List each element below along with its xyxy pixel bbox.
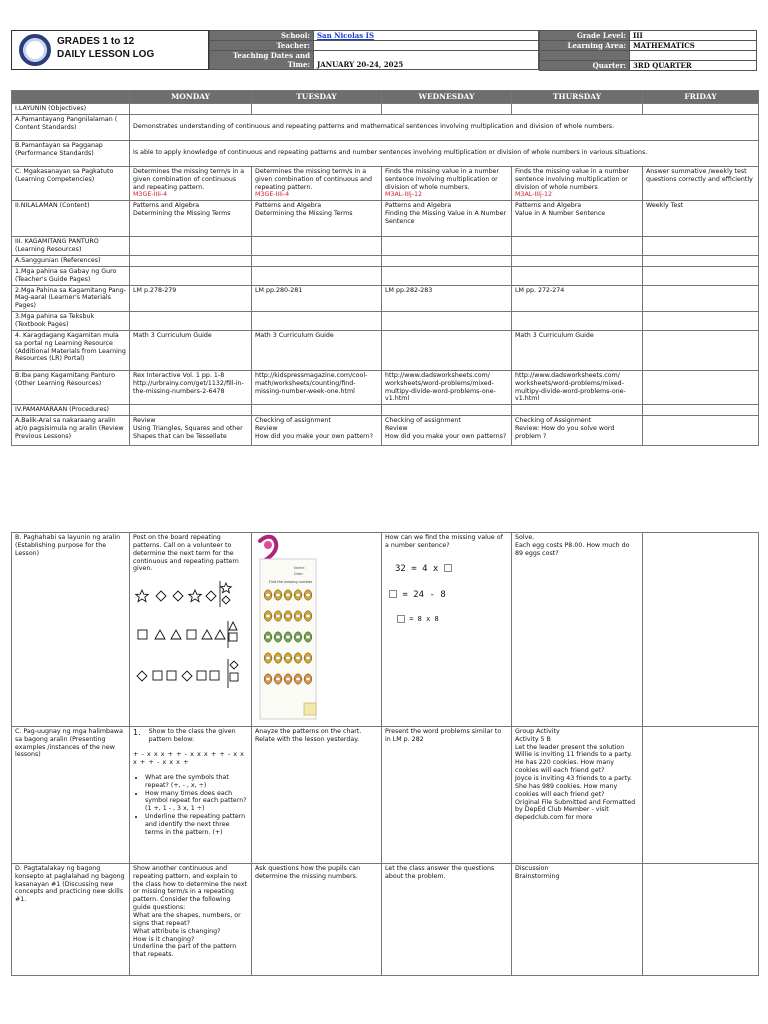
diamond-shape xyxy=(137,671,147,681)
wednesday-cell: LM pp.282-283 xyxy=(382,285,512,312)
table-row xyxy=(12,285,759,312)
table-row xyxy=(12,201,759,237)
monday-intro: Show to the class the given pattern below: xyxy=(148,727,236,743)
list-number: 1. xyxy=(133,727,141,737)
thursday-cell xyxy=(512,166,643,200)
triangle-shape xyxy=(202,630,212,639)
friday-cell xyxy=(643,533,759,727)
monday-cell xyxy=(130,312,252,331)
worksheet-number-box xyxy=(276,614,280,617)
dates-value: JANUARY 20-24, 2025 xyxy=(314,51,539,70)
day-header: WEDNESDAY xyxy=(382,91,512,104)
thursday-cell xyxy=(512,104,643,115)
worksheet-number-box xyxy=(286,614,290,617)
row-label: 3.Mga pahina sa Teksbuk (Textbook Pages) xyxy=(12,312,130,331)
row-label: B.Iba pang Kagamitang Panturo (Other Learning Resources) xyxy=(12,370,130,404)
competency-code: M3AL-IIIj-12 xyxy=(385,191,423,199)
worksheet-number-box xyxy=(296,677,300,680)
row-label: D. Pagtatalakay ng bagong konsepto at paglalahad ng bagong kasanayan #1 (Discussing new concepts and practicing new skills #1. xyxy=(12,863,130,975)
wednesday-cell xyxy=(382,237,512,256)
table-row xyxy=(12,312,759,331)
title-line2: DAILY LESSON LOG xyxy=(57,49,155,60)
wednesday-cell: Patterns and Algebra Finding the Missing Value in A Number Sentence xyxy=(382,201,512,237)
monday-cell xyxy=(130,533,252,727)
diamond-shape xyxy=(222,596,230,604)
friday-cell xyxy=(643,312,759,331)
credit-text: Original File Submitted and Formatted by DepEd Club Member - visit depedclub.com for more xyxy=(515,798,636,822)
row-label: A.Sanggunian (References) xyxy=(12,256,130,267)
competency-text: Finds the missing value in a number sentence involving multiplication or division of whole numbers xyxy=(515,167,630,191)
day-header: THURSDAY xyxy=(512,91,643,104)
table-row xyxy=(12,533,759,727)
tuesday-cell: http://kidspressmagazine.com/cool-math/worksheets/counting/find-missing-number-week-one.html xyxy=(252,370,382,404)
friday-cell xyxy=(643,863,759,975)
teacher-value xyxy=(314,41,539,51)
worksheet-number-box xyxy=(306,677,310,680)
school-label: School: xyxy=(210,31,314,41)
worksheet-number-box xyxy=(286,656,290,659)
spacer-label xyxy=(540,51,630,61)
competency-text: Determines the missing term/s in a given combination of continuous and repeating pattern. xyxy=(255,167,372,191)
wednesday-cell xyxy=(382,312,512,331)
monday-cell xyxy=(130,256,252,267)
thursday-cell: Math 3 Curriculum Guide xyxy=(512,330,643,370)
worksheet-number-box xyxy=(306,656,310,659)
missing-value-equations xyxy=(385,564,508,644)
wednesday-cell: Present the word problems similar to in LM p. 282 xyxy=(382,726,512,863)
shape-patterns-figure xyxy=(133,573,249,703)
star-shape xyxy=(221,583,232,593)
row-label: B. Paghahabi sa layunin ng aralin (Establishing purpose for the Lesson) xyxy=(12,533,130,727)
worksheet-number-box xyxy=(296,656,300,659)
square-shape xyxy=(229,633,237,641)
row-label: IV.PAMAMARAAN (Procedures) xyxy=(12,405,130,416)
monday-text: Post on the board repeating patterns. Call on a volunteer to determine the next term for the continuous and repeating pattern given. xyxy=(133,534,239,573)
star-shape xyxy=(136,590,149,602)
competency-code: M3GE-IIIi-4 xyxy=(133,191,168,199)
wednesday-cell xyxy=(382,256,512,267)
monday-cell: Show another continuous and repeating pattern, and explain to the class how to determine the next or missing term/s in a repeating pattern. Consider the following guide questions: What are the shapes, numbers, or signs that repeat? What attribute is changing? How is it changing? Underline the part of the pattern that repeats. xyxy=(130,863,252,975)
worksheet-number-box xyxy=(306,593,310,596)
worksheet-number-box xyxy=(276,656,280,659)
quarter-value: 3RD QUARTER xyxy=(630,61,757,71)
diamond-shape xyxy=(206,591,216,601)
wednesday-cell: Let the class answer the questions about the problem. xyxy=(382,863,512,975)
tuesday-cell xyxy=(252,405,382,416)
monday-cell xyxy=(130,726,252,863)
wednesday-cell: http://www.dadsworksheets.com/ worksheets/word-problems/mixed-multipy-divide-word-problems-one-v1.html xyxy=(382,370,512,404)
monday-cell xyxy=(130,166,252,200)
worksheet-number-box xyxy=(266,635,270,638)
deped-seal-icon xyxy=(19,34,51,66)
friday-cell xyxy=(643,405,759,416)
diamond-shape xyxy=(173,591,183,601)
square-shape xyxy=(210,671,219,680)
competency-text: Finds the missing value in a number sentence involving multiplication or division of whole numbers. xyxy=(385,167,500,191)
thursday-cell: Patterns and Algebra Value in A Number Sentence xyxy=(512,201,643,237)
header-title-box xyxy=(11,30,209,70)
tuesday-cell: Math 3 Curriculum Guide xyxy=(252,330,382,370)
monday-cell: Rex Interactive Vol. 1 pp. 1-8 http://urbrainy.com/get/1132/fill-in-the-missing-numbers-2-6478 xyxy=(130,370,252,404)
worksheet-number-box xyxy=(286,677,290,680)
table-row xyxy=(12,237,759,256)
row-label: C. Mgakasanayan sa Pagkatuto (Learning Competencies) xyxy=(12,166,130,200)
day-header: MONDAY xyxy=(130,91,252,104)
worksheet-number-box xyxy=(276,593,280,596)
diamond-shape xyxy=(156,591,166,601)
square-shape xyxy=(187,630,196,639)
thursday-cell: http://www.dadsworksheets.com/ worksheets/word-problems/mixed-multipy-divide-word-problems-one-v1.html xyxy=(512,370,643,404)
friday-cell xyxy=(643,166,759,200)
friday-cell xyxy=(643,726,759,863)
area-label: Learning Area: xyxy=(540,41,630,51)
table-row xyxy=(12,370,759,404)
worksheet-number-box xyxy=(266,656,270,659)
header-title xyxy=(57,35,154,61)
list-item: • Underline the repeating pattern and identify the next three terms in the pattern. (+) xyxy=(145,813,248,837)
tuesday-cell: Checking of assignment Review How did you make your own pattern? xyxy=(252,416,382,446)
equation-3: = 8 x 8 xyxy=(397,615,439,624)
row-label: I.LAYUNIN (Objectives) xyxy=(12,104,130,115)
table-row xyxy=(12,166,759,200)
wednesday-cell: Checking of assignment Review How did you make your own patterns? xyxy=(382,416,512,446)
thursday-cell xyxy=(512,405,643,416)
table-row xyxy=(12,266,759,285)
square-shape xyxy=(197,671,206,680)
row-label: A.Pamantayang Pangnilalaman ( Content Standards) xyxy=(12,114,130,140)
tuesday-cell xyxy=(252,256,382,267)
thursday-cell: Discussion Brainstorming xyxy=(512,863,643,975)
worksheet-number-box xyxy=(296,593,300,596)
tuesday-cell: Ask questions how the pupils can determine the missing numbers. xyxy=(252,863,382,975)
tuesday-cell xyxy=(252,166,382,200)
list-item: • What are the symbols that repeat? (+, - , x, ÷) xyxy=(145,774,248,790)
row-label: A.Balik-Aral sa nakaraang aralin at/o pagsisimula ng aralin (Review Previous Lessons) xyxy=(12,416,130,446)
tuesday-cell xyxy=(252,237,382,256)
school-value[interactable]: San Nicolas IS xyxy=(314,31,539,41)
info-table-right xyxy=(539,30,757,71)
table-row xyxy=(12,104,759,115)
quarter-label: Quarter: xyxy=(540,61,630,71)
triangle-shape xyxy=(155,630,165,639)
row-label: III. KAGAMITANG PANTURO (Learning Resources) xyxy=(12,237,130,256)
friday-cell xyxy=(643,104,759,115)
standard-text: Is able to apply knowledge of continuous and repeating patterns and number sentences involving multiplication or division of whole numbers in various situations. xyxy=(130,140,759,166)
guide-questions xyxy=(142,774,248,837)
monday-cell: Patterns and Algebra Determining the Missing Terms xyxy=(130,201,252,237)
triangle-shape xyxy=(215,630,225,639)
friday-cell xyxy=(643,285,759,312)
friday-cell xyxy=(643,266,759,285)
symbol-pattern: + - x x x + + - x x x + + - x x x + + - x x x + xyxy=(133,749,245,766)
competency-text: Answer summative /weekly test questions correctly and efficiently xyxy=(646,167,753,183)
lesson-table-part2 xyxy=(11,532,759,976)
worksheet-date-label: Date: xyxy=(294,572,304,576)
friday-cell xyxy=(643,330,759,370)
list-item: • How many times does each symbol repeat for each pattern? (1 +, 1 - , 3 x, 1 ÷) xyxy=(145,790,248,814)
diamond-shape xyxy=(182,671,192,681)
wednesday-cell xyxy=(382,330,512,370)
wednesday-cell xyxy=(382,166,512,200)
thursday-cell xyxy=(512,266,643,285)
worksheet-number-box xyxy=(286,593,290,596)
wednesday-cell xyxy=(382,533,512,727)
day-header: FRIDAY xyxy=(643,91,759,104)
table-row xyxy=(12,416,759,446)
header-corner xyxy=(12,91,130,104)
thursday-cell xyxy=(512,237,643,256)
thursday-text: Group Activity Activity 5 B Let the leader present the solution Willie is inviting 11 friends to a party. He has 220 cookies. How many cookies will each friend get? Joyce is inviting 43 friends to a party. She has 989 cookies. How many cookies will each friend get? xyxy=(515,727,633,798)
title-line1: GRADES 1 to 12 xyxy=(57,36,135,47)
row-label: 4. Karagdagang Kagamitan mula sa portal ng Learning Resource (Additional Materials from Learning Resources (LR) Portal) xyxy=(12,330,130,370)
monday-cell: Math 3 Curriculum Guide xyxy=(130,330,252,370)
row-label: 1.Mga pahina sa Gabay ng Guro (Teacher's Guide Pages) xyxy=(12,266,130,285)
row-label: C. Pag-uugnay ng mga halimbawa sa bagong aralin (Presenting examples /instances of the new lessons) xyxy=(12,726,130,863)
friday-cell: Weekly Test xyxy=(643,201,759,237)
tuesday-cell xyxy=(252,533,382,727)
competency-text: Determines the missing term/s in a given combination of continuous and repeating pattern. xyxy=(133,167,245,191)
worksheet-number-box xyxy=(266,593,270,596)
monday-cell: LM p.278-279 xyxy=(130,285,252,312)
thursday-cell: Solve. Each egg costs P8.00. How much do 89 eggs cost? xyxy=(512,533,643,727)
worksheet-number-box xyxy=(276,635,280,638)
monday-cell: Review Using Triangles, Squares and other Shapes that can be Tessellate xyxy=(130,416,252,446)
worksheet-number-box xyxy=(306,614,310,617)
square-shape xyxy=(153,671,162,680)
wednesday-cell xyxy=(382,405,512,416)
monday-cell xyxy=(130,405,252,416)
grade-label: Grade Level: xyxy=(540,31,630,41)
teacher-label: Teacher: xyxy=(210,41,314,51)
thursday-cell xyxy=(512,726,643,863)
table-row xyxy=(12,114,759,140)
equation-2: = 24 - 8 xyxy=(389,590,446,601)
grade-value: III xyxy=(630,31,757,41)
monday-cell xyxy=(130,237,252,256)
wednesday-text: How can we find the missing value of a number sentence? xyxy=(385,534,503,549)
equation-1: 32 = 4 x xyxy=(395,564,452,575)
tuesday-cell xyxy=(252,266,382,285)
row-label: II.NILALAMAN (Content) xyxy=(12,201,130,237)
friday-cell xyxy=(643,416,759,446)
standard-text: Demonstrates understanding of continuous and repeating patterns and mathematical sentences involving multiplication and division of whole numbers. xyxy=(130,114,759,140)
worksheet-number-box xyxy=(276,677,280,680)
square-shape xyxy=(167,671,176,680)
day-header: TUESDAY xyxy=(252,91,382,104)
table-row xyxy=(12,863,759,975)
row-label: 2.Mga Pahina sa Kagamitang Pang-Mag-aaral (Learner's Materials Pages) xyxy=(12,285,130,312)
worksheet-number-box xyxy=(266,677,270,680)
table-row xyxy=(12,256,759,267)
diamond-shape xyxy=(230,661,238,669)
info-table-left xyxy=(209,30,539,70)
row-label: B.Pamantayan sa Pagganap (Performance Standards) xyxy=(12,140,130,166)
tuesday-cell xyxy=(252,312,382,331)
square-shape xyxy=(138,630,147,639)
competency-code: M3AL-IIIj-12 xyxy=(515,191,553,199)
table-row xyxy=(12,140,759,166)
wednesday-cell xyxy=(382,104,512,115)
thursday-cell: LM pp. 272-274 xyxy=(512,285,643,312)
friday-cell xyxy=(643,256,759,267)
table-row xyxy=(12,726,759,863)
worksheet-name-label: Name: xyxy=(294,566,306,570)
tuesday-cell: Patterns and Algebra Determining the Missing Terms xyxy=(252,201,382,237)
lesson-table-part1 xyxy=(11,90,759,446)
worksheet-title: Find the missing number xyxy=(269,580,313,584)
thursday-cell xyxy=(512,256,643,267)
square-shape xyxy=(230,673,238,681)
worksheet-number-box xyxy=(306,635,310,638)
friday-cell xyxy=(643,237,759,256)
friday-cell xyxy=(643,370,759,404)
monday-cell xyxy=(130,266,252,285)
table-row xyxy=(12,330,759,370)
worksheet-number-box xyxy=(286,635,290,638)
table-row xyxy=(12,405,759,416)
worksheet-number-box xyxy=(296,635,300,638)
tuesday-cell xyxy=(252,104,382,115)
tuesday-cell: LM pp.280-281 xyxy=(252,285,382,312)
thursday-cell xyxy=(512,312,643,331)
star-shape xyxy=(189,590,202,602)
tuesday-cell: Anayze the patterns on the chart. Relate with the lesson yesterday. xyxy=(252,726,382,863)
worksheet-illustration xyxy=(252,533,382,723)
dates-label: Teaching Dates and Time: xyxy=(210,51,314,70)
thursday-cell: Checking of Assignment Review: How do you solve word problem ? xyxy=(512,416,643,446)
area-value: MATHEMATICS xyxy=(630,41,757,51)
monday-cell xyxy=(130,104,252,115)
competency-code: M3GE-IIIi-4 xyxy=(255,191,290,199)
worksheet-number-box xyxy=(266,614,270,617)
triangle-shape xyxy=(171,630,181,639)
triangle-shape xyxy=(229,622,237,630)
worksheet-number-box xyxy=(296,614,300,617)
wednesday-cell xyxy=(382,266,512,285)
